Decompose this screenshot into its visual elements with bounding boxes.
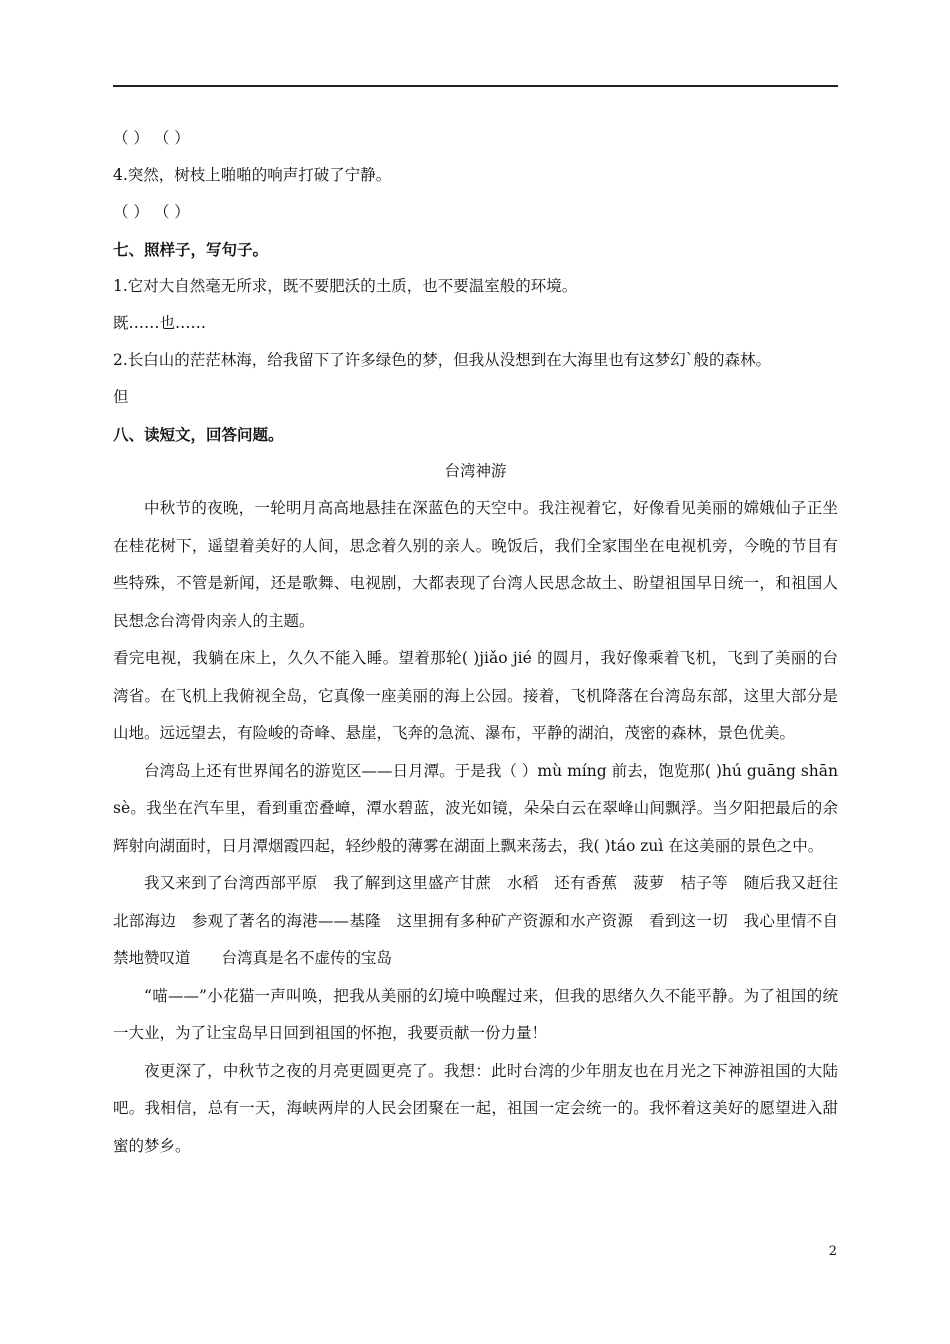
answer-blanks: （ ） （ ） [113, 129, 190, 147]
section-7-pattern-1: 既……也…… [113, 314, 207, 332]
question-4: 4.突然，树枝上啪啪的响声打破了宁静。 [113, 166, 392, 184]
page-number: 2 [828, 1244, 837, 1259]
passage-paragraph-4: 我又来到了台湾西部平原 我了解到这里盛产甘蔗 水稻 还有香蕉 菠萝 桔子等 随后我又赶往北部海边 参观了著名的海港——基隆 这里拥有多种矿产资源和水产资源 看到这一切 我心里情不自禁地赞叹道 台湾真是名不虚传的宝岛 [113, 874, 838, 967]
header-rule [113, 85, 838, 87]
passage-title: 台湾神游 [444, 462, 507, 480]
answer-blanks: （ ） （ ） [113, 203, 190, 221]
passage-paragraph-5: “喵——”小花猫一声叫唤，把我从美丽的幻境中唤醒过来，但我的思绪久久不能平静。为了祖国的统一大业，为了让宝岛早日回到祖国的怀抱，我要贡献一份力量！ [113, 986, 838, 1042]
section-7-question-1: 1.它对大自然毫无所求，既不要肥沃的土质，也不要温室般的环境。 [113, 277, 578, 295]
passage-paragraph-3: 台湾岛上还有世界闻名的游览区——日月潭。于是我（ ）mù míng 前去，饱览那( )hú guāng shān sè。我坐在汽车里，看到重峦叠嶂，潭水碧蓝，波光如镜，朵朵白云在翠峰山间飘浮。当夕阳把最后的余辉射向湖面时，日月潭烟霞四起，轻纱般的薄雾在湖面上飘来荡去，我( )táo zuì 在这美丽的景色之中。 [113, 761, 838, 855]
passage-paragraph-2: 看完电视，我躺在床上，久久不能入睡。望着那轮( )jiǎo jié 的圆月，我好像乘着飞机，飞到了美丽的台湾省。在飞机上我俯视全岛，它真像一座美丽的海上公园。接着，飞机降落在台湾岛东部，这里大部分是山地。远远望去，有险峻的奇峰、悬崖，飞奔的急流、瀑布，平静的湖泊，茂密的森林，景色优美。 [113, 649, 838, 742]
passage-paragraph-1: 中秋节的夜晚，一轮明月高高地悬挂在深蓝色的天空中。我注视着它，好像看见美丽的嫦娥仙子正坐在桂花树下，遥望着美好的人间，思念着久别的亲人。晚饭后，我们全家围坐在电视机旁，今晚的节目有些特殊，不管是新闻，还是歌舞、电视剧，大都表现了台湾人民思念故土、盼望祖国早日统一，和祖国人民想念台湾骨肉亲人的主题。 [113, 499, 838, 630]
section-7-heading: 七、照样子，写句子。 [113, 240, 269, 259]
passage-paragraph-6: 夜更深了，中秋节之夜的月亮更圆更亮了。我想：此时台湾的少年朋友也在月光之下神游祖国的大陆吧。我相信，总有一天，海峡两岸的人民会团聚在一起，祖国一定会统一的。我怀着这美好的愿望进入甜蜜的梦乡。 [113, 1061, 838, 1155]
page-content [113, 120, 838, 1165]
section-7-pattern-2: 但 [113, 388, 129, 406]
section-7-question-2: 2.长白山的茫茫林海，给我留下了许多绿色的梦，但我从没想到在大海里也有这梦幻`般的森林。 [113, 351, 772, 369]
section-8-heading: 八、读短文，回答问题。 [113, 425, 284, 444]
